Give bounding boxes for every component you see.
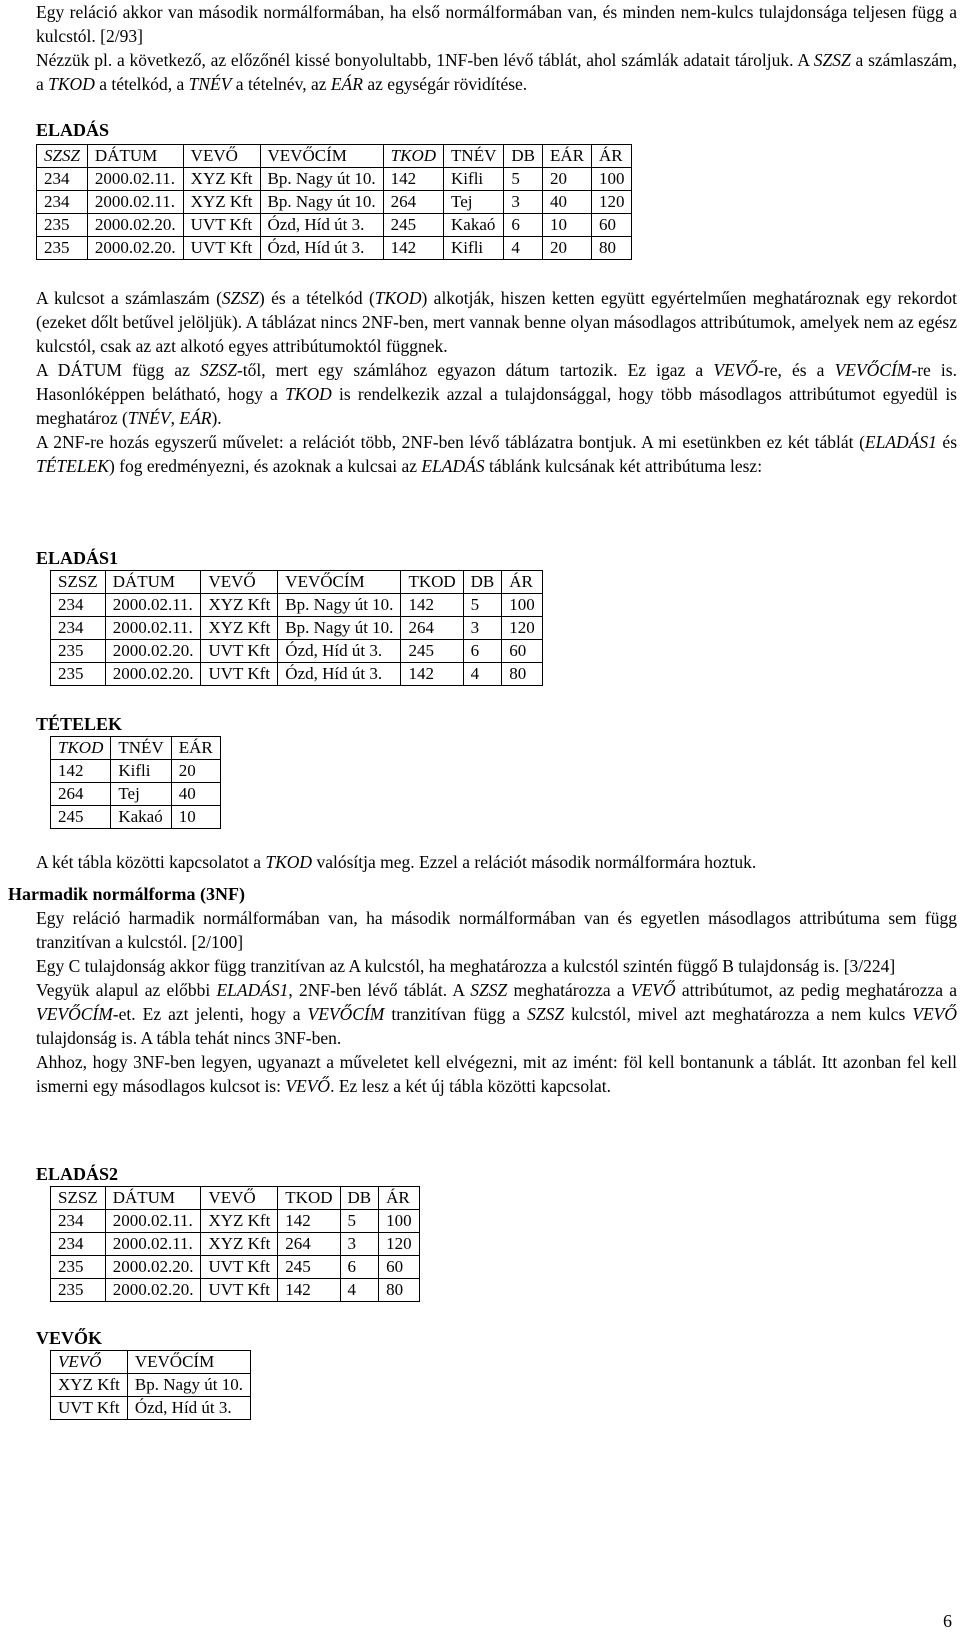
eladas2-header-cell: VEVŐ <box>201 1187 278 1210</box>
eladas1-cell: 264 <box>401 617 463 640</box>
eladas2-cell: 234 <box>51 1210 106 1233</box>
tetelek-header-cell: TKOD <box>51 737 111 760</box>
eladas-cell: Ózd, Híd út 3. <box>260 214 383 237</box>
eladas2-cell: XYZ Kft <box>201 1210 278 1233</box>
eladas-header-cell: VEVŐCÍM <box>260 145 383 168</box>
eladas2-cell: 4 <box>340 1279 379 1302</box>
eladas1-header-row <box>51 571 543 594</box>
decomposition-paragraph: A 2NF-re hozás egyszerű művelet: a relációt több, 2NF-ben lévő táblázatra bontjuk. A mi esetünkben ez két táblát (ELADÁS1 és TÉTELEK) fog eredményezni, és azoknak a kulcsai az ELADÁS táblánk kulcsának két attribútuma lesz: <box>36 432 958 476</box>
eladas-cell: Bp. Nagy út 10. <box>260 191 383 214</box>
eladas1-cell: 80 <box>502 663 543 686</box>
tetelek-cell: 40 <box>171 783 220 806</box>
eladas-cell: 4 <box>504 237 543 260</box>
eladas1-cell: 5 <box>463 594 502 617</box>
eladas-cell: Tej <box>444 191 504 214</box>
tetelek-cell: Tej <box>111 783 171 806</box>
eladas-cell: 2000.02.20. <box>87 237 183 260</box>
eladas2-cell: 6 <box>340 1256 379 1279</box>
eladas1-cell: 100 <box>502 594 543 617</box>
eladas2-cell: 120 <box>379 1233 420 1256</box>
eladas-cell: Kakaó <box>444 214 504 237</box>
eladas-row <box>37 237 632 260</box>
eladas1-header-cell: SZSZ <box>51 571 106 594</box>
third-nf-definition: Egy reláció harmadik normálformában van, ha második normálformában van és egyetlen másodlagos attribútuma sem függ tranzitívan a kulcstól. [2/100] <box>36 908 957 952</box>
tetelek-row <box>51 806 221 829</box>
eladas-header-cell: DB <box>504 145 543 168</box>
eladas1-cell: 2000.02.11. <box>105 617 201 640</box>
example-paragraph: Vegyük alapul az előbbi ELADÁS1, 2NF-ben lévő táblát. A SZSZ meghatározza a VEVŐ attribútumot, az pedig meghatározza a VEVŐCÍM-et. Ez azt jelenti, hogy a VEVŐCÍM tranzitívan függ a SZSZ kulcstól, mivel azt meghatározza a nem kulcs VEVŐ tulajdonság is. A tábla tehát nincs 3NF-ben. <box>36 980 958 1048</box>
eladas2-cell: 235 <box>51 1279 106 1302</box>
eladas2-header-cell: TKOD <box>278 1187 340 1210</box>
eladas1-cell: 2000.02.20. <box>105 663 201 686</box>
eladas2-title: ELADÁS2 <box>36 1164 119 1184</box>
eladas2-cell: 235 <box>51 1256 106 1279</box>
eladas-header-cell: TNÉV <box>444 145 504 168</box>
eladas-cell: 264 <box>383 191 443 214</box>
eladas1-cell: UVT Kft <box>201 640 278 663</box>
eladas-cell: UVT Kft <box>183 214 260 237</box>
eladas-cell: 20 <box>542 168 591 191</box>
tetelek-row <box>51 760 221 783</box>
intro-paragraph-1: Egy reláció akkor van második normálformában, ha első normálformában van, és minden nem-kulcs tulajdonsága teljesen függ a kulcstól. [2/93] <box>36 2 957 46</box>
eladas1-cell: Bp. Nagy út 10. <box>278 617 401 640</box>
eladas1-cell: 6 <box>463 640 502 663</box>
eladas1-cell: Bp. Nagy út 10. <box>278 594 401 617</box>
eladas2-row <box>51 1210 420 1233</box>
page-number: 6 <box>943 1611 952 1631</box>
vevok-row <box>51 1397 251 1420</box>
eladas2-cell: 80 <box>379 1279 420 1302</box>
eladas1-cell: 60 <box>502 640 543 663</box>
eladas1-cell: Ózd, Híd út 3. <box>278 663 401 686</box>
eladas-header-cell: DÁTUM <box>87 145 183 168</box>
eladas2-cell: 2000.02.20. <box>105 1256 201 1279</box>
eladas1-cell: 234 <box>51 594 106 617</box>
eladas1-cell: 245 <box>401 640 463 663</box>
eladas-cell: 6 <box>504 214 543 237</box>
eladas2-cell: 264 <box>278 1233 340 1256</box>
tetelek-cell: 20 <box>171 760 220 783</box>
vevok-cell: UVT Kft <box>51 1397 128 1420</box>
tetelek-cell: 245 <box>51 806 111 829</box>
tetelek-row <box>51 783 221 806</box>
eladas-cell: 80 <box>591 237 632 260</box>
tetelek-header-cell: TNÉV <box>111 737 171 760</box>
eladas-table <box>36 144 632 260</box>
eladas2-header-cell: SZSZ <box>51 1187 106 1210</box>
dependency-paragraph: A DÁTUM függ az SZSZ-től, mert egy számlához egyazon dátum tartozik. Ez igaz a VEVŐ-re, és a VEVŐCÍM-re is. Hasonlóképpen belátható, hogy a TKOD is rendelkezik azzal a tulajdonsággal, hogy több másodlagos attribútumot egyedül is meghatároz (TNÉV, EÁR). <box>36 360 957 428</box>
intro-paragraph-2: Nézzük pl. a következő, az előzőnél kissé bonyolultabb, 1NF-ben lévő táblát, ahol számlák adatait tároljuk. A SZSZ a számlaszám, a TKOD a tételkód, a TNÉV a tételnév, az EÁR az egységár rövidítése. <box>36 50 958 94</box>
second-nf-discussion <box>36 286 957 478</box>
intro-section <box>36 0 957 96</box>
eladas1-cell: 142 <box>401 594 463 617</box>
eladas1-row <box>51 617 543 640</box>
eladas1-header-cell: DB <box>463 571 502 594</box>
eladas-header-cell: SZSZ <box>37 145 88 168</box>
eladas1-cell: 235 <box>51 663 106 686</box>
third-nf-section <box>36 906 957 1098</box>
eladas2-header-cell: ÁR <box>379 1187 420 1210</box>
vevok-header-cell: VEVŐ <box>51 1351 128 1374</box>
eladas-cell: 5 <box>504 168 543 191</box>
eladas2-row <box>51 1279 420 1302</box>
eladas2-cell: 142 <box>278 1279 340 1302</box>
eladas2-cell: 60 <box>379 1256 420 1279</box>
eladas-header-cell: EÁR <box>542 145 591 168</box>
vevok-cell: Ózd, Híd út 3. <box>127 1397 250 1420</box>
eladas-cell: XYZ Kft <box>183 168 260 191</box>
eladas-cell: 2000.02.20. <box>87 214 183 237</box>
eladas-cell: 234 <box>37 191 88 214</box>
tetelek-header-cell: EÁR <box>171 737 220 760</box>
eladas2-cell: 234 <box>51 1233 106 1256</box>
tetelek-cell: 10 <box>171 806 220 829</box>
eladas-cell: 40 <box>542 191 591 214</box>
eladas1-cell: 234 <box>51 617 106 640</box>
eladas2-cell: 3 <box>340 1233 379 1256</box>
eladas2-table <box>50 1186 420 1302</box>
eladas1-header-cell: ÁR <box>502 571 543 594</box>
eladas1-cell: 120 <box>502 617 543 640</box>
key-paragraph: A kulcsot a számlaszám (SZSZ) és a tételkód (TKOD) alkotják, hiszen ketten együtt egyértelműen meghatároznak egy rekordot (ezeket dőlt betűvel jelöljük). A táblázat nincs 2NF-ben, mert vannak benne olyan másodlagos attribútumok, amelyek nem az egész kulcstól, csak az azt alkotó egyes attribútumoktól függnek. <box>36 288 957 356</box>
eladas1-header-cell: VEVŐCÍM <box>278 571 401 594</box>
vevok-title: VEVŐK <box>36 1328 103 1348</box>
eladas-cell: 245 <box>383 214 443 237</box>
eladas1-cell: XYZ Kft <box>201 594 278 617</box>
eladas2-cell: 2000.02.11. <box>105 1210 201 1233</box>
eladas1-header-cell: DÁTUM <box>105 571 201 594</box>
eladas2-cell: 245 <box>278 1256 340 1279</box>
tetelek-table <box>50 736 221 829</box>
eladas-cell: Kifli <box>444 237 504 260</box>
eladas-cell: 235 <box>37 214 88 237</box>
eladas-cell: 234 <box>37 168 88 191</box>
eladas2-header-row <box>51 1187 420 1210</box>
eladas-cell: 100 <box>591 168 632 191</box>
eladas1-cell: 2000.02.20. <box>105 640 201 663</box>
eladas-header-cell: VEVŐ <box>183 145 260 168</box>
eladas-cell: 235 <box>37 237 88 260</box>
eladas1-cell: 4 <box>463 663 502 686</box>
eladas-row <box>37 214 632 237</box>
eladas2-row <box>51 1256 420 1279</box>
eladas-header-cell: TKOD <box>383 145 443 168</box>
vevok-table <box>50 1350 251 1420</box>
eladas1-cell: 2000.02.11. <box>105 594 201 617</box>
eladas-cell: 10 <box>542 214 591 237</box>
eladas-cell: Kifli <box>444 168 504 191</box>
eladas2-cell: XYZ Kft <box>201 1233 278 1256</box>
eladas-cell: Ózd, Híd út 3. <box>260 237 383 260</box>
eladas1-title: ELADÁS1 <box>36 548 119 568</box>
eladas-cell: 2000.02.11. <box>87 168 183 191</box>
eladas-cell: 2000.02.11. <box>87 191 183 214</box>
eladas-cell: UVT Kft <box>183 237 260 260</box>
eladas-cell: 142 <box>383 237 443 260</box>
vevok-header-cell: VEVŐCÍM <box>127 1351 250 1374</box>
eladas1-cell: Ózd, Híd út 3. <box>278 640 401 663</box>
vevok-cell: XYZ Kft <box>51 1374 128 1397</box>
eladas1-cell: 142 <box>401 663 463 686</box>
eladas-cell: 60 <box>591 214 632 237</box>
eladas-header-row <box>37 145 632 168</box>
eladas2-header-cell: DÁTUM <box>105 1187 201 1210</box>
eladas2-cell: UVT Kft <box>201 1279 278 1302</box>
split-paragraph: Ahhoz, hogy 3NF-ben legyen, ugyanazt a műveletet kell elvégezni, mit az imént: föl kell bontanunk a táblát. Itt azonban fel kell ismerni egy másodlagos kulcsot is: VEVŐ. Ez lesz a két új tábla közötti kapcsolat. <box>36 1052 957 1096</box>
eladas-cell: 3 <box>504 191 543 214</box>
eladas1-row <box>51 640 543 663</box>
eladas2-cell: 5 <box>340 1210 379 1233</box>
eladas-title: ELADÁS <box>36 120 110 140</box>
eladas-cell: XYZ Kft <box>183 191 260 214</box>
tetelek-cell: 264 <box>51 783 111 806</box>
tetelek-cell: Kakaó <box>111 806 171 829</box>
eladas1-table <box>50 570 543 686</box>
eladas-header-cell: ÁR <box>591 145 632 168</box>
eladas2-cell: 100 <box>379 1210 420 1233</box>
eladas1-cell: XYZ Kft <box>201 617 278 640</box>
eladas1-cell: 3 <box>463 617 502 640</box>
vevok-header-row <box>51 1351 251 1374</box>
eladas1-row <box>51 594 543 617</box>
eladas2-header-cell: DB <box>340 1187 379 1210</box>
eladas1-row <box>51 663 543 686</box>
eladas2-cell: 142 <box>278 1210 340 1233</box>
eladas-row <box>37 191 632 214</box>
eladas1-header-cell: VEVŐ <box>201 571 278 594</box>
eladas1-header-cell: TKOD <box>401 571 463 594</box>
eladas-cell: Bp. Nagy út 10. <box>260 168 383 191</box>
vevok-row <box>51 1374 251 1397</box>
eladas-cell: 120 <box>591 191 632 214</box>
eladas2-cell: 2000.02.11. <box>105 1233 201 1256</box>
eladas-row <box>37 168 632 191</box>
tetelek-cell: Kifli <box>111 760 171 783</box>
eladas-cell: 142 <box>383 168 443 191</box>
eladas2-cell: 2000.02.20. <box>105 1279 201 1302</box>
tetelek-title: TÉTELEK <box>36 714 123 734</box>
eladas2-cell: UVT Kft <box>201 1256 278 1279</box>
relationship-sentence: A két tábla közötti kapcsolatot a TKOD valósítja meg. Ezzel a relációt második normálformára hoztuk. <box>36 852 757 872</box>
third-nf-heading: Harmadik normálforma (3NF) <box>8 884 245 904</box>
eladas-cell: 20 <box>542 237 591 260</box>
eladas2-row <box>51 1233 420 1256</box>
tetelek-header-row <box>51 737 221 760</box>
transitive-definition: Egy C tulajdonság akkor függ tranzitívan az A kulcstól, ha meghatározza a kulcstól szintén függő B tulajdonság is. [3/224] <box>36 956 896 976</box>
vevok-cell: Bp. Nagy út 10. <box>127 1374 250 1397</box>
eladas1-cell: 235 <box>51 640 106 663</box>
tetelek-cell: 142 <box>51 760 111 783</box>
eladas1-cell: UVT Kft <box>201 663 278 686</box>
